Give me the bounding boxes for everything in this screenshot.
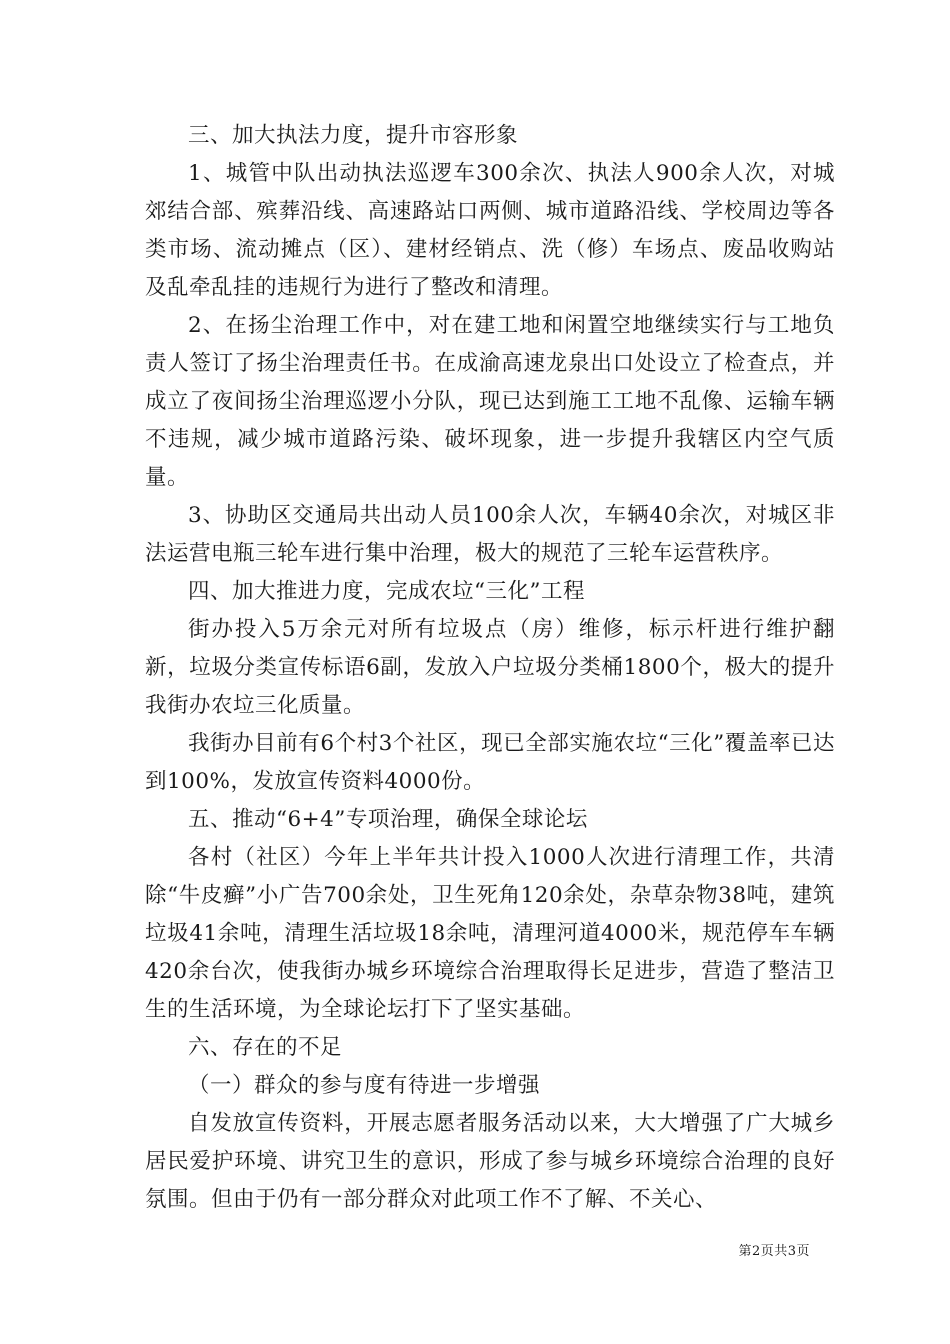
subsection-heading-1: （一）群众的参与度有待进一步增强 xyxy=(188,1073,541,1098)
page-number: 第2页共3页 xyxy=(738,1244,810,1259)
paragraph-dust-control: 2、在扬尘治理工作中，对在建工地和闲置空地继续实行与工地负责人签订了扬尘治理责任书。在成渝高速龙泉出口处设立了检查点，并成立了夜间扬尘治理巡逻小分队，现已达到施工工地不乱像、运输车辆不违规，减少城市道路污染、破坏现象，进一步提升我辖区内空气质量。 xyxy=(145,313,835,490)
paragraph-garbage-investment: 街办投入5万余元对所有垃圾点（房）维修，标示杆进行维护翻新，垃圾分类宣传标语6副，发放入户垃圾分类桶1800个，极大的提升我街办农垃三化质量。 xyxy=(145,617,835,718)
paragraph-garbage-coverage: 我街办目前有6个村3个社区，现已全部实施农垃“三化”覆盖率已达到100%，发放宣传资料4000份。 xyxy=(145,731,835,794)
section-heading-5: 五、推动“6+4”专项治理，确保全球论坛 xyxy=(188,807,588,832)
paragraph-cleanup-results: 各村（社区）今年上半年共计投入1000人次进行清理工作，共清除“牛皮癣”小广告700余处，卫生死角120余处，杂草杂物38吨，建筑垃圾41余吨，清理生活垃圾18余吨，清理河道4000米，规范停车车辆420余台次，使我街办城乡环境综合治理取得长足进步，营造了整洁卫生的生活环境，为全球论坛打下了坚实基础。 xyxy=(145,845,835,1022)
paragraph-tricycle-control: 3、协助区交通局共出动人员100余人次，车辆40余次，对城区非法运营电瓶三轮车进行集中治理，极大的规范了三轮车运营秩序。 xyxy=(145,503,835,566)
paragraph-enforcement-patrol: 1、城管中队出动执法巡逻车300余次、执法人900余人次，对城郊结合部、殡葬沿线、高速路站口两侧、城市道路沿线、学校周边等各类市场、流动摊点（区）、建材经销点、洗（修）车场点、废品收购站及乱牵乱挂的违规行为进行了整改和清理。 xyxy=(145,161,835,300)
paragraph-public-participation: 自发放宣传资料，开展志愿者服务活动以来，大大增强了广大城乡居民爱护环境、讲究卫生的意识，形成了参与城乡环境综合治理的良好氛围。但由于仍有一部分群众对此项工作不了解、不关心、 xyxy=(145,1111,835,1212)
section-heading-3: 三、加大执法力度，提升市容形象 xyxy=(188,123,519,148)
section-heading-6: 六、存在的不足 xyxy=(188,1035,343,1060)
section-heading-4: 四、加大推进力度，完成农垃“三化”工程 xyxy=(188,579,585,604)
document-body xyxy=(145,117,835,1219)
